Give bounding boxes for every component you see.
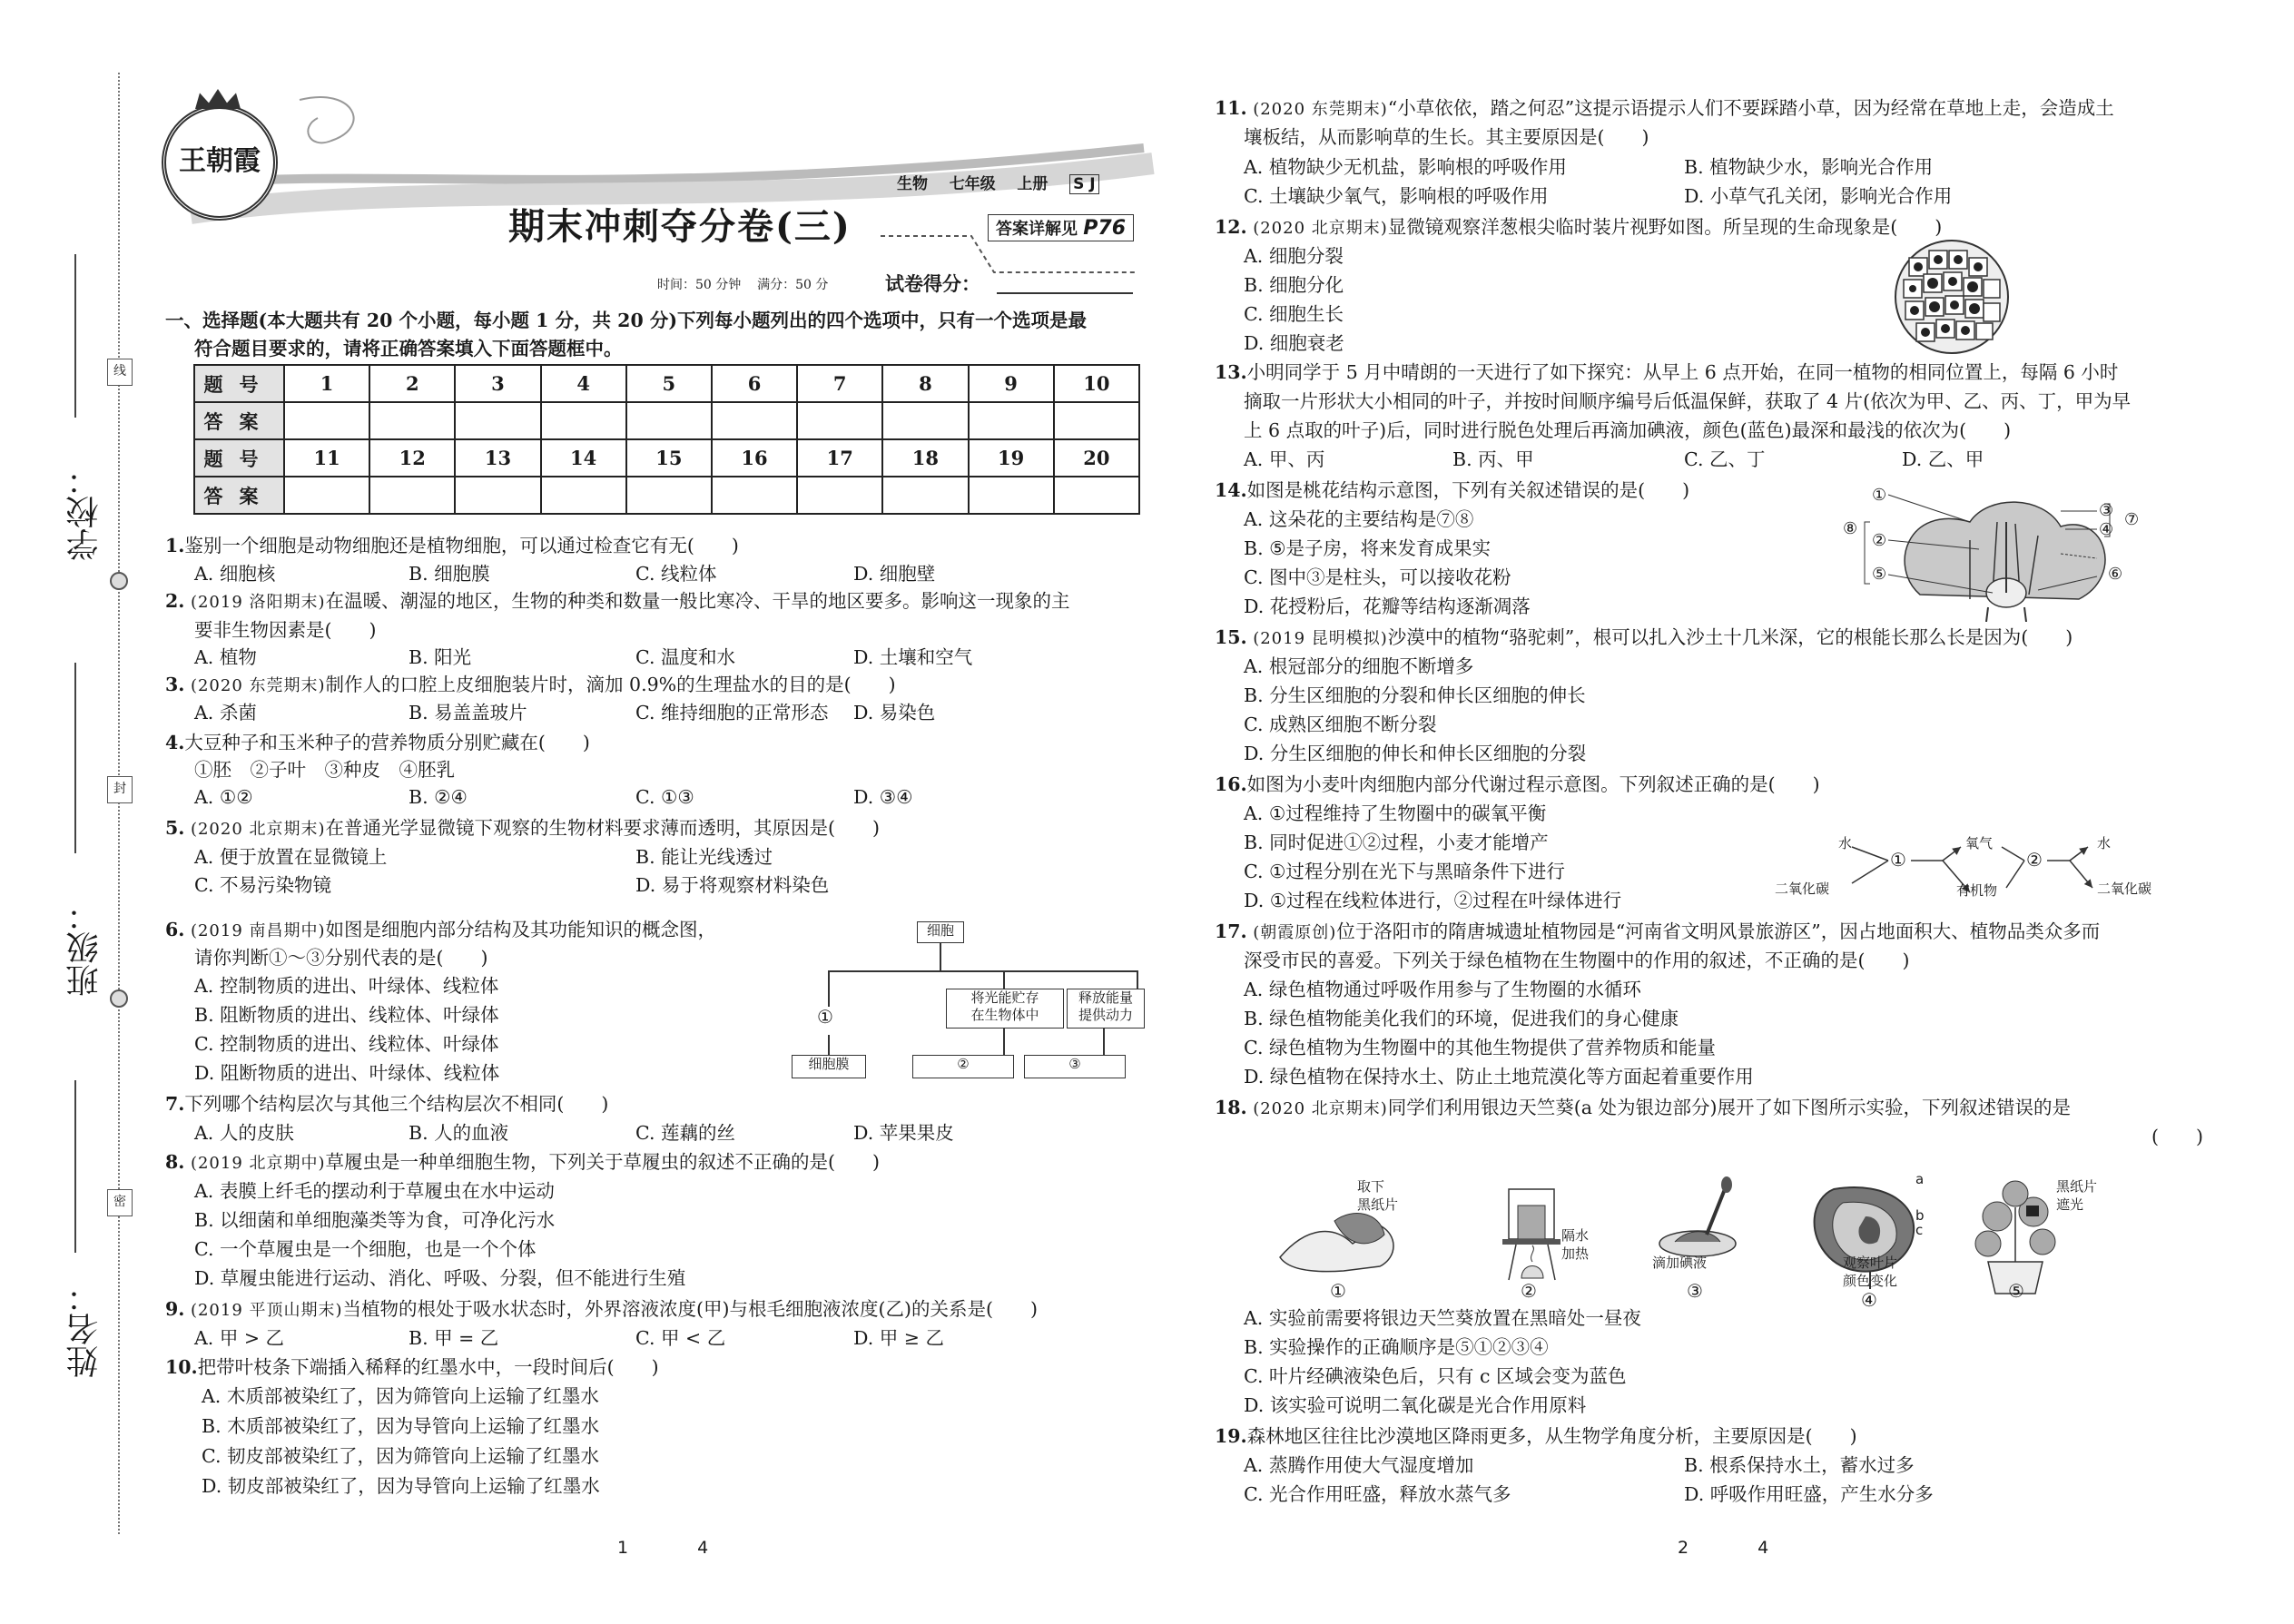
name-label: 姓名： [66, 1280, 103, 1378]
num-cell: 11 [284, 439, 369, 477]
option-c: C. 不易污染物镜 [194, 874, 331, 896]
answer-table [193, 364, 1140, 515]
question-number: 2. [165, 590, 185, 612]
answer-cell[interactable] [1054, 402, 1139, 439]
exp4-label-b: 颜色变化 [1843, 1273, 1898, 1289]
exp1-label-b: 黑纸片 [1357, 1196, 1399, 1213]
answer-cell[interactable] [882, 477, 968, 514]
option-a: A. 这朵花的主要结构是⑦⑧ [1244, 508, 1474, 530]
option-b: B. 同时促进①②过程，小麦才能增产 [1244, 832, 1549, 853]
exp-num-4: ④ [1861, 1289, 1877, 1311]
section1-line1: 一、选择题(本大题共有 20 个小题，每小题 1 分，共 20 分)下列每小题列出的四个选项中，只有一个选项是最 [165, 310, 1088, 331]
option-b: B. 分生区细胞的分裂和伸长区细胞的伸长 [1244, 684, 1586, 706]
class-field-line[interactable] [74, 663, 76, 853]
answer-cell[interactable] [969, 477, 1054, 514]
question-stem-line2: ①胚 ②子叶 ③种皮 ④胚乳 [194, 759, 455, 781]
option-c: C. 控制物质的进出、线粒体、叶绿体 [194, 1033, 499, 1055]
option-d: D. 细胞壁 [853, 563, 936, 585]
exp2-label-a: 隔水 [1561, 1227, 1590, 1244]
num-cell: 9 [969, 365, 1054, 402]
option-d: D. 易染色 [853, 702, 936, 723]
metab-co2: 二氧化碳 [1775, 881, 1830, 897]
question-number: 14. [1215, 479, 1247, 501]
header-cell: 答案 [194, 477, 284, 514]
metab-process-1: ① [1890, 849, 1906, 871]
question-number: 3. [165, 674, 185, 695]
option-d: D. 绿色植物在保持水土、防止土地荒漠化等方面起着重要作用 [1244, 1066, 1754, 1088]
option-c: C. 土壤缺少氧气，影响根的呼吸作用 [1244, 185, 1549, 207]
option-c: C. 光合作用旺盛，释放水蒸气多 [1244, 1483, 1511, 1505]
num-cell: 19 [969, 439, 1054, 477]
question-stem [165, 1151, 880, 1175]
leaf-label-b: b [1915, 1207, 1925, 1224]
question-stem [165, 674, 896, 697]
question-stem [1215, 479, 1689, 501]
option-a: A. 细胞分裂 [1244, 245, 1344, 267]
option-c: C. 图中③是柱头，可以接收花粉 [1244, 566, 1511, 588]
section1-line2: 符合题目要求的，请将正确答案填入下面答题框中。 [194, 338, 623, 359]
answer-cell[interactable] [541, 402, 626, 439]
question-stem-line2: 深受市民的喜爱。下列关于绿色植物在生物圈中的作用的叙述，不正确的是( ) [1244, 950, 1910, 971]
num-cell: 14 [541, 439, 626, 477]
question-text: “小草依依，踏之何忍”这提示语提示人们不要踩踏小草，因为经常在草地上走，会造成土 [1387, 97, 2114, 119]
flower-label-6: ⑥ [2108, 565, 2123, 584]
option-c: C. 细胞生长 [1244, 303, 1344, 325]
metab-water: 水 [1838, 835, 1853, 851]
question-stem [1215, 97, 2114, 121]
question-number: 5. [165, 817, 185, 839]
num-cell: 6 [712, 365, 797, 402]
option-a: A. ①② [194, 786, 253, 808]
option-a: A. 便于放置在显微镜上 [194, 846, 388, 868]
option-a: A. 实验前需要将银边天竺葵放置在黑暗处一昼夜 [1244, 1307, 1641, 1329]
concept-leaf-2: ② [912, 1055, 1014, 1078]
question-text: 同学们利用银边天竺葵(a 处为银边部分)展开了如下图所示实验，下列叙述错误的是 [1387, 1097, 2072, 1118]
seal-mark-xian: 线 [107, 359, 133, 386]
question-text: 森林地区往往比沙漠地区降雨更多，从生物学角度分析，主要原因是( ) [1246, 1425, 1857, 1447]
num-cell: 7 [797, 365, 882, 402]
question-stem [1215, 773, 1820, 795]
option-b: B. 甲 = 乙 [409, 1327, 499, 1349]
subject-tags [897, 171, 1099, 193]
num-cell: 10 [1054, 365, 1139, 402]
option-d: D. 呼吸作用旺盛，产生水分多 [1684, 1483, 1934, 1505]
answer-cell[interactable] [626, 402, 712, 439]
option-c: C. ①过程分别在光下与黑暗条件下进行 [1244, 861, 1565, 882]
leaf-label-c: c [1915, 1222, 1924, 1238]
option-c: C. 莲藕的丝 [635, 1122, 735, 1144]
exp1-label-a: 取下 [1357, 1178, 1385, 1195]
answer-cell[interactable] [284, 477, 369, 514]
exp2-label-b: 加热 [1561, 1245, 1590, 1262]
grade-tag: 七年级 [949, 175, 996, 193]
num-cell: 15 [626, 439, 712, 477]
option-c: C. 韧皮部被染红了，因为筛管向上运输了红墨水 [202, 1445, 599, 1467]
option-c: C. 绿色植物为生物圈中的其他生物提供了营养物质和能量 [1244, 1037, 1716, 1058]
question-stem-line2: 壤板结，从而影响草的生长。其主要原因是( ) [1244, 126, 1649, 148]
option-b: B. 丙、甲 [1452, 448, 1534, 470]
answer-cell[interactable] [369, 402, 455, 439]
question-text: 小明同学于 5 月中晴朗的一天进行了如下探究：从早上 6 点开始，在同一植物的相同位置上，每隔 6 小时 [1246, 361, 2119, 383]
concept-root: 细胞 [917, 921, 964, 943]
header-cell: 答案 [194, 402, 284, 439]
question-number: 16. [1215, 773, 1247, 795]
answer-cell[interactable] [541, 477, 626, 514]
page-number-left: 1 4 [617, 1538, 709, 1558]
num-cell: 1 [284, 365, 369, 402]
option-d: D. ③④ [853, 786, 913, 808]
flower-label-7: ⑦ [2124, 510, 2140, 529]
question-source: (2019 平顶山期末) [190, 1301, 343, 1320]
option-d: D. 土壤和空气 [853, 646, 973, 668]
question-number: 19. [1215, 1425, 1247, 1447]
option-d: D. 分生区细胞的伸长和伸长区细胞的分裂 [1244, 743, 1587, 764]
question-source: (2020 北京期末) [1253, 1099, 1388, 1118]
question-number: 7. [165, 1093, 185, 1115]
concept-node-3 [1067, 989, 1145, 1029]
metab-organic: 有机物 [1956, 882, 1998, 899]
answer-cell[interactable] [455, 477, 540, 514]
metab-water-2: 水 [2097, 835, 2112, 851]
question-stem [165, 535, 739, 556]
answer-cell[interactable] [797, 402, 882, 439]
question-number: 10. [165, 1356, 198, 1378]
answer-cell[interactable] [712, 477, 797, 514]
option-d: D. 草履虫能进行运动、消化、呼吸、分裂，但不能进行生殖 [194, 1267, 686, 1289]
question-stem [165, 1356, 659, 1378]
option-b: B. 人的血液 [409, 1122, 509, 1144]
option-a: A. ①过程维持了生物圈中的碳氧平衡 [1244, 802, 1547, 824]
seal-mark-feng: 封 [107, 776, 133, 803]
option-a: A. 根冠部分的细胞不断增多 [1244, 655, 1474, 677]
option-b: B. ②④ [409, 786, 468, 808]
answer-page: P76 [1083, 217, 1127, 240]
option-d: D. 韧皮部被染红了，因为导管向上运输了红墨水 [202, 1475, 600, 1497]
concept-node-2-line1: 将光能贮存 [970, 989, 1039, 1006]
question-text: 在温暖、潮湿的地区，生物的种类和数量一般比寒冷、干旱的地区要多。影响这一现象的主 [325, 590, 1070, 612]
question-stem [1215, 626, 2072, 650]
option-d: D. 该实验可说明二氧化碳是光合作用原料 [1244, 1394, 1587, 1416]
flower-label-4: ④ [2099, 520, 2114, 539]
binding-line [118, 73, 120, 1534]
question-stem [1215, 1425, 1857, 1447]
question-source: (2019 南昌期中) [190, 921, 326, 940]
flower-label-8: ⑧ [1843, 519, 1858, 538]
option-b: B. 以细菌和单细胞藻类等为食，可净化污水 [194, 1209, 556, 1231]
question-text: 把带叶枝条下端插入稀释的红墨水中，一段时间后( ) [197, 1356, 659, 1378]
question-stem [165, 590, 1070, 614]
question-stem-line2: 摘取一片形状大小相同的叶子，并按时间顺序编号后低温保鲜，获取了 4 片(依次为甲、乙、丙、丁，甲为早 [1244, 390, 2132, 412]
option-d: D. ①过程在线粒体进行，②过程在叶绿体进行 [1244, 890, 1622, 911]
question-text: 如图为小麦叶肉细胞内部分代谢过程示意图。下列叙述正确的是( ) [1246, 773, 1820, 795]
concept-leaf-3: ③ [1024, 1055, 1126, 1078]
flower-label-2: ② [1872, 531, 1887, 550]
option-a: A. 植物 [194, 646, 257, 668]
option-c: C. ①③ [635, 786, 694, 808]
question-stem [1215, 216, 1942, 240]
question-text: 鉴别一个细胞是动物细胞还是植物细胞，可以通过检查它有无( ) [184, 535, 739, 556]
num-cell: 17 [797, 439, 882, 477]
option-d: D. 苹果果皮 [853, 1122, 954, 1144]
question-text: 在普通光学显微镜下观察的生物材料要求薄而透明，其原因是( ) [325, 817, 881, 839]
option-d: D. 细胞衰老 [1244, 332, 1344, 354]
question-stem [165, 732, 590, 753]
exam-info [657, 275, 828, 293]
option-a: A. 细胞核 [194, 563, 276, 585]
metab-oxygen: 氧气 [1965, 835, 1994, 851]
answer-reference [988, 214, 1134, 241]
answer-cell[interactable] [455, 402, 540, 439]
question-text: 沙漠中的植物“骆驼刺”，根可以扎入沙土十几米深，它的根能长那么长是因为( ) [1387, 626, 2073, 648]
option-b: B. 细胞分化 [1244, 274, 1344, 296]
question-stem [1215, 361, 2118, 383]
question-number: 11. [1215, 97, 1247, 119]
ring-icon [110, 572, 128, 590]
exp-num-3: ③ [1687, 1280, 1703, 1302]
option-b: B. ⑤是子房，将来发育成果实 [1244, 537, 1491, 559]
question-source: (2020 东莞期末) [1253, 100, 1388, 119]
option-a: A. 控制物质的进出、叶绿体、线粒体 [194, 975, 499, 997]
answer-cell[interactable] [284, 402, 369, 439]
exp4-label-a: 观察叶片 [1843, 1255, 1898, 1271]
num-cell: 13 [455, 439, 540, 477]
subject-tag: 生物 [897, 175, 928, 193]
experiment-figures [1271, 1171, 2133, 1298]
question-stem [1215, 920, 2100, 944]
flower-label-5: ⑤ [1872, 565, 1887, 584]
option-d: D. 乙、甲 [1902, 448, 1984, 470]
flower-label-3: ③ [2099, 501, 2114, 520]
option-c: C. 叶片经碘液染色后，只有 c 区域会变为蓝色 [1244, 1365, 1627, 1387]
option-b: B. 实验操作的正确顺序是⑤①②③④ [1244, 1336, 1549, 1358]
option-c: C. 乙、丁 [1684, 448, 1766, 470]
metab-co2-2: 二氧化碳 [2097, 881, 2152, 897]
question-text: 位于洛阳市的隋唐城遗址植物园是“河南省文明风景旅游区”，因占地面积大、植物品类众多而 [1336, 920, 2101, 942]
concept-node-2 [946, 989, 1064, 1029]
option-a: A. 木质部被染红了，因为筛管向上运输了红墨水 [202, 1385, 599, 1407]
option-c: C. 成熟区细胞不断分裂 [1244, 714, 1437, 735]
metab-process-2: ② [2026, 849, 2043, 871]
option-a: A. 植物缺少无机盐，影响根的呼吸作用 [1244, 156, 1567, 178]
question-text: 当植物的根处于吸水状态时，外界溶液浓度(甲)与根毛细胞液浓度(乙)的关系是( ) [342, 1298, 1039, 1320]
question-number: 1. [165, 535, 185, 556]
header-cell: 题号 [194, 439, 284, 477]
num-cell: 18 [882, 439, 968, 477]
question-number: 8. [165, 1151, 185, 1173]
num-cell: 5 [626, 365, 712, 402]
question-source: (朝霞原创) [1253, 923, 1337, 942]
question-text: 如图是细胞内部分结构及其功能知识的概念图， [325, 919, 717, 940]
name-field-line[interactable] [74, 1080, 76, 1253]
concept-node-2-line2: 在生物体中 [970, 1007, 1039, 1023]
edition-tag: S J [1069, 174, 1099, 194]
exp5-label-a: 黑纸片 [2056, 1178, 2098, 1195]
option-a: A. 表膜上纤毛的摆动利于草履虫在水中运动 [194, 1180, 555, 1202]
option-a: A. 人的皮肤 [194, 1122, 294, 1144]
question-number: 18. [1215, 1097, 1247, 1118]
question-stem-line3: 上 6 点取的叶子)后，同时进行脱色处理后再滴加碘液，颜色(蓝色)最深和最浅的依次为( ) [1244, 419, 2012, 441]
option-b: B. 能让光线透过 [635, 846, 773, 868]
class-label: 班级： [66, 899, 103, 997]
question-number: 15. [1215, 626, 1247, 648]
exp-num-2: ② [1521, 1280, 1537, 1302]
answer-cell[interactable] [1054, 477, 1139, 514]
score-field[interactable] [997, 292, 1133, 294]
question-stem [165, 1093, 608, 1115]
school-label: 学校： [66, 463, 103, 561]
seal-mark-mi: 密 [107, 1189, 133, 1216]
leaf-label-a: a [1915, 1171, 1925, 1187]
option-d: D. 阻断物质的进出、叶绿体、线粒体 [194, 1062, 500, 1084]
num-cell: 8 [882, 365, 968, 402]
question-text: 大豆种子和玉米种子的营养物质分别贮藏在( ) [184, 732, 590, 753]
option-d: D. 甲 ≥ 乙 [853, 1327, 944, 1349]
brand-logo [162, 104, 278, 221]
num-cell: 20 [1054, 439, 1139, 477]
question-source: (2020 东莞期末) [190, 676, 326, 695]
question-stem-line2: 请你判断①～③分别代表的是( ) [194, 947, 488, 969]
option-c: C. 维持细胞的正常形态 [635, 702, 829, 723]
option-c: C. 甲 < 乙 [635, 1327, 726, 1349]
question-source: (2020 北京期末) [1253, 219, 1388, 238]
num-cell: 2 [369, 365, 455, 402]
question-stem [165, 1298, 1038, 1322]
question-number: 6. [165, 919, 185, 940]
question-source: (2019 昆明模拟) [1253, 629, 1388, 648]
answer-ref-text: 答案详解见 [996, 220, 1078, 239]
answer-cell[interactable] [626, 477, 712, 514]
question-text: 显微镜观察洋葱根尖临时装片视野如图。所呈现的生命现象是( ) [1387, 216, 1943, 238]
question-stem [165, 919, 716, 942]
concept-leaf-1: 细胞膜 [792, 1055, 866, 1078]
question-stem [1215, 1097, 2071, 1120]
concept-blank-1: ① [817, 1006, 833, 1028]
question-source: (2019 北京期中) [190, 1154, 326, 1173]
table-row [194, 402, 1139, 439]
exp-num-1: ① [1330, 1280, 1346, 1302]
option-d: D. 小草气孔关闭，影响光合作用 [1684, 185, 1953, 207]
option-a: A. 杀菌 [194, 702, 257, 723]
concept-node-3-line2: 提供动力 [1078, 1007, 1133, 1023]
logo-text: 王朝霞 [179, 145, 261, 177]
exp-num-5: ⑤ [2008, 1280, 2024, 1302]
option-d: D. 易于将观察材料染色 [635, 874, 830, 896]
option-b: B. 木质部被染红了，因为导管向上运输了红墨水 [202, 1415, 600, 1437]
question-number: 17. [1215, 920, 1247, 942]
option-a: A. 蒸腾作用使大气湿度增加 [1244, 1454, 1474, 1476]
answer-cell[interactable] [369, 477, 455, 514]
page-number-right: 2 4 [1678, 1538, 1769, 1558]
flower-label-1: ① [1872, 486, 1887, 505]
option-a: A. 甲 > 乙 [194, 1327, 285, 1349]
option-b: B. 植物缺少水，影响光合作用 [1684, 156, 1934, 178]
ring-icon [110, 989, 128, 1008]
volume-tag: 上册 [1017, 175, 1049, 193]
option-b: B. 细胞膜 [409, 563, 490, 585]
option-a: A. 甲、丙 [1244, 448, 1325, 470]
option-b: B. 易盖盖玻片 [409, 702, 527, 723]
question-number: 12. [1215, 216, 1247, 238]
microscope-view-image [1893, 238, 2011, 356]
score-label: 试卷得分： [885, 273, 980, 295]
question-stem-line2: ( ) [2151, 1126, 2203, 1147]
option-c: C. 温度和水 [635, 646, 735, 668]
option-b: B. 阳光 [409, 646, 472, 668]
num-cell: 12 [369, 439, 455, 477]
option-b: B. 阻断物质的进出、线粒体、叶绿体 [194, 1004, 499, 1026]
full-score-label: 满分：50 分 [757, 278, 829, 292]
question-text: 下列哪个结构层次与其他三个结构层次不相同( ) [184, 1093, 609, 1115]
exp3-label: 滴加碘液 [1652, 1255, 1708, 1271]
option-c: C. 线粒体 [635, 563, 717, 585]
answer-cell[interactable] [712, 402, 797, 439]
question-number: 9. [165, 1298, 185, 1320]
option-c: C. 一个草履虫是一个细胞，也是一个个体 [194, 1238, 537, 1260]
question-source: (2019 洛阳期末) [190, 593, 326, 612]
page-title: 期末冲刺夺分卷(三) [508, 205, 852, 248]
option-b: B. 绿色植物能美化我们的环境，促进我们的身心健康 [1244, 1008, 1679, 1029]
question-stem-line2: 要非生物因素是( ) [194, 619, 377, 641]
table-row [194, 439, 1139, 477]
question-number: 13. [1215, 361, 1247, 383]
concept-node-3-line1: 释放能量 [1078, 989, 1133, 1006]
table-row [194, 477, 1139, 514]
header-cell: 题号 [194, 365, 284, 402]
question-stem [165, 817, 880, 841]
exp5-label-b: 遮光 [2056, 1196, 2084, 1213]
question-text: 制作人的口腔上皮细胞装片时，滴加 0.9%的生理盐水的目的是( ) [325, 674, 896, 695]
peach-flower-diagram [1834, 486, 2124, 622]
answer-cell[interactable] [797, 477, 882, 514]
question-source: (2020 北京期末) [190, 820, 326, 839]
option-d: D. 花授粉后，花瓣等结构逐渐凋落 [1244, 595, 1531, 617]
option-b: B. 根系保持水土，蓄水过多 [1684, 1454, 1915, 1476]
answer-cell[interactable] [969, 402, 1054, 439]
option-a: A. 绿色植物通过呼吸作用参与了生物圈的水循环 [1244, 979, 1641, 1000]
num-cell: 16 [712, 439, 797, 477]
question-number: 4. [165, 732, 185, 753]
question-text: 如图是桃花结构示意图，下列有关叙述错误的是( ) [1246, 479, 1690, 501]
question-text: 草履虫是一种单细胞生物，下列关于草履虫的叙述不正确的是( ) [325, 1151, 881, 1173]
school-field-line[interactable] [74, 254, 76, 418]
time-label: 时间：50 分钟 [657, 278, 742, 292]
num-cell: 3 [455, 365, 540, 402]
num-cell: 4 [541, 365, 626, 402]
table-row [194, 365, 1139, 402]
answer-cell[interactable] [882, 402, 968, 439]
